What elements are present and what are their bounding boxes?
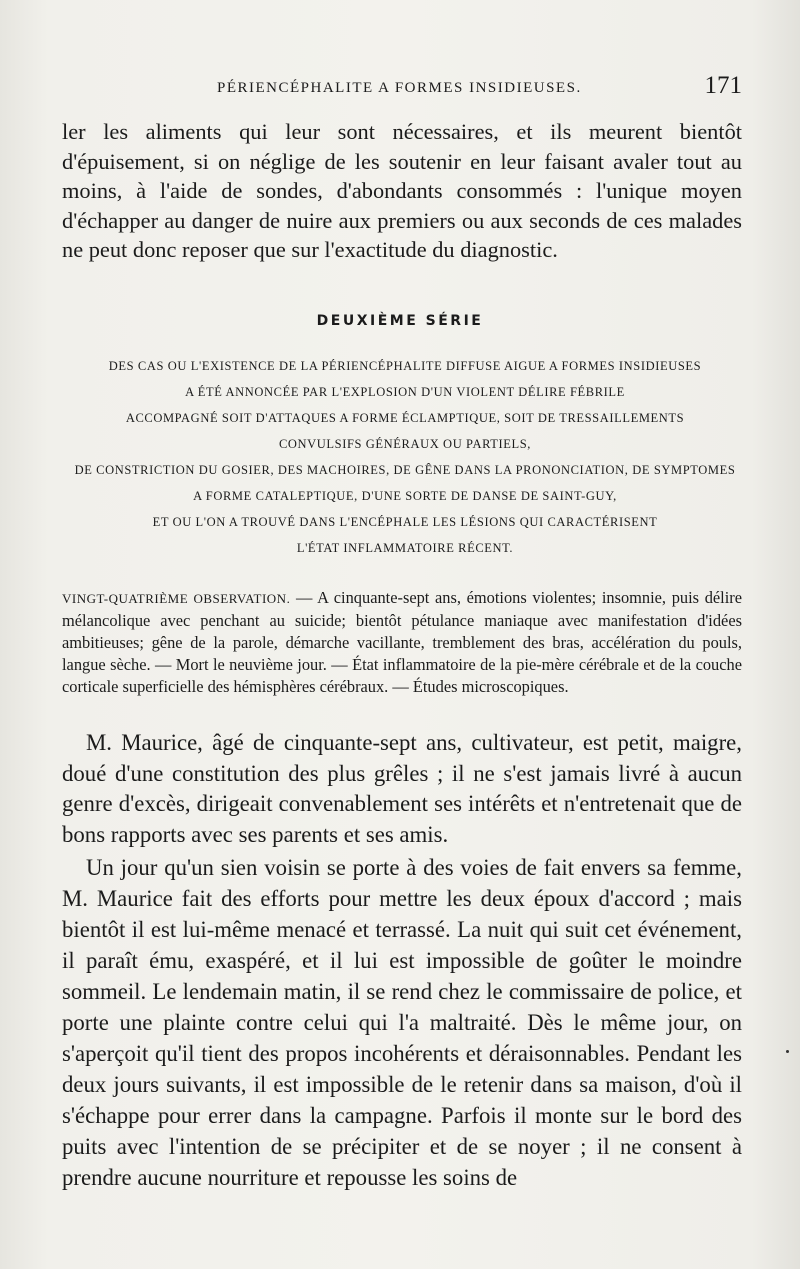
series-description-line: DES CAS OU L'EXISTENCE DE LA PÉRIENCÉPHALITE DIFFUSE AIGUE A FORMES INSIDIEUSES xyxy=(108,359,702,373)
series-description-line: CONVULSIFS GÉNÉRAUX OU PARTIELS, xyxy=(278,437,532,451)
page-number: 171 xyxy=(704,72,742,99)
margin-speck xyxy=(786,1050,789,1053)
main-text-block xyxy=(62,728,742,1193)
opening-paragraph: ler les aliments qui leur sont nécessaires, et ils meurent bientôt d'épuisement, si on néglige de les soutenir en leur faisant avaler tout au moins, à l'aide de sondes, d'abondants consommés : l'unique moyen d'échapper au danger de nuire aux premiers ou aux seconds de ces malades ne peut donc reposer que sur l'exactitude du diagnostic. xyxy=(62,119,742,262)
series-description-line: A FORME CATALEPTIQUE, D'UNE SORTE DE DANSE DE SAINT-GUY, xyxy=(193,489,617,503)
opening-paragraph-block xyxy=(62,117,742,265)
series-description-line: ET OU L'ON A TROUVÉ DANS L'ENCÉPHALE LES LÉSIONS QUI CARACTÉRISENT xyxy=(152,515,658,529)
running-title: PÉRIENCÉPHALITE A FORMES INSIDIEUSES. xyxy=(217,80,582,96)
series-description-line: L'ÉTAT INFLAMMATOIRE RÉCENT. xyxy=(296,541,514,555)
paragraph: M. Maurice, âgé de cinquante-sept ans, cultivateur, est petit, maigre, doué d'une constitution des plus grêles ; il ne s'est jamais livré à aucun genre d'excès, dirigeait convenablement ses intérêts et n'entretenait que de bons rapports avec ses parents et ses amis. xyxy=(62,730,742,847)
series-description-line: A ÉTÉ ANNONCÉE PAR L'EXPLOSION D'UN VIOLENT DÉLIRE FÉBRILE xyxy=(185,385,625,399)
observation-summary-text: — A cinquante-sept ans, émotions violentes; insomnie, puis délire mélancolique avec penchant au suicide; bientôt pétulance maniaque avec manifestation d'idées ambitieuses; gêne de la parole, démarche vacillante, tremblement des bras, accélération du pouls, langue sèche. — Mort le neuvième jour. — État inflammatoire de la pie-mère cérébrale et de la couche corticale superficielle des hémisphères cérébraux. — Études microscopiques. xyxy=(62,588,743,696)
series-title: DEUXIÈME SÉRIE xyxy=(316,313,484,329)
paragraph: Un jour qu'un sien voisin se porte à des voies de fait envers sa femme, M. Maurice fait des efforts pour mettre les deux époux d'accord ; mais bientôt il est lui-même menacé et terrassé. La nuit qui suit cet événement, il paraît ému, exaspéré, et il lui est impossible de goûter le moindre sommeil. Le lendemain matin, il se rend chez le commissaire de police, et porte une plainte contre celui qui l'a maltraité. Dès le même jour, on s'aperçoit qu'il tient des propos incohérents et déraisonnables. Pendant les deux jours suivants, il est impossible de le retenir dans sa maison, d'où il s'échappe pour errer dans la campagne. Parfois il monte sur le bord des puits avec l'intention de se précipiter et de se noyer ; il ne consent à prendre aucune nourriture et repousse les soins de xyxy=(62,855,742,1190)
observation-heading: VINGT-QUATRIÈME OBSERVATION. xyxy=(62,591,291,606)
series-description xyxy=(55,353,755,561)
observation-summary xyxy=(62,587,742,698)
series-description-line: ACCOMPAGNÉ SOIT D'ATTAQUES A FORME ÉCLAMPTIQUE, SOIT DE TRESSAILLEMENTS xyxy=(125,411,685,425)
page-header xyxy=(62,72,742,102)
series-description-line: DE CONSTRICTION DU GOSIER, DES MACHOIRES, DE GÊNE DANS LA PRONONCIATION, DE SYMPTOMES xyxy=(74,463,736,477)
